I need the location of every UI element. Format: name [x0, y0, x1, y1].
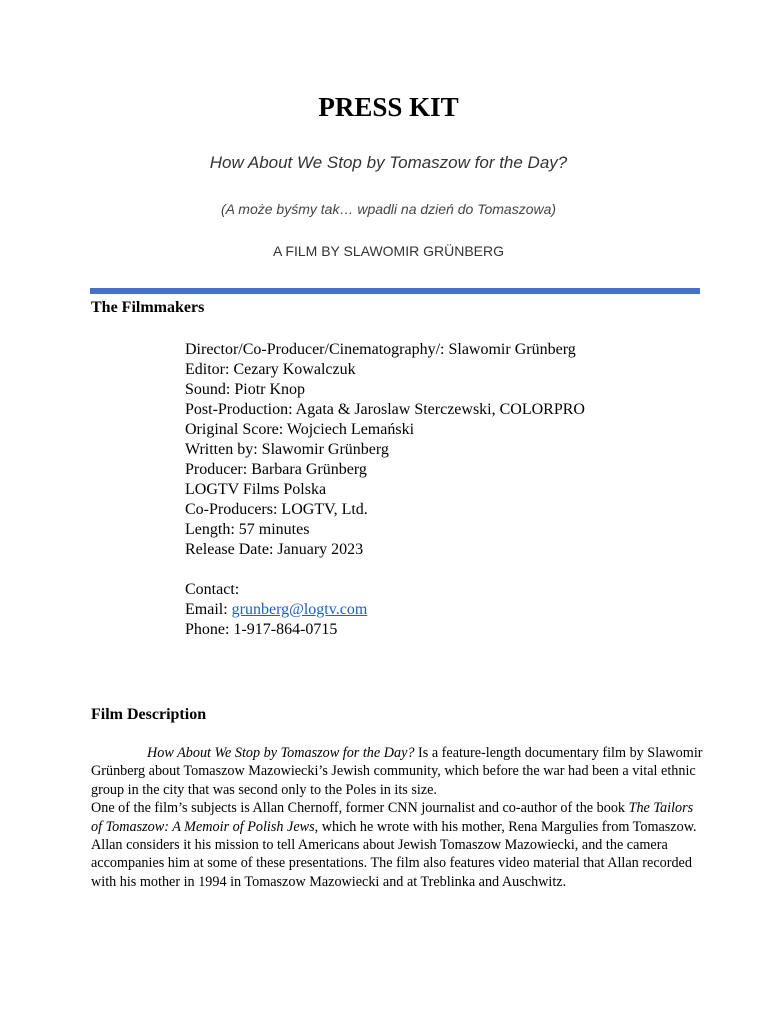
description-paragraph: [91, 799, 703, 891]
credit-line: Producer: Barbara Grünberg: [185, 461, 367, 478]
contact-label: Contact:: [185, 581, 240, 598]
description-paragraph: [91, 744, 703, 799]
email-link[interactable]: grunberg@logtv.com: [231, 601, 368, 618]
page-title: PRESS KIT: [318, 92, 459, 122]
credit-line: Written by: Slawomir Grünberg: [185, 441, 389, 458]
description-heading: Film Description: [91, 706, 207, 723]
credit-line: Editor: Cezary Kowalczuk: [185, 361, 356, 378]
credit-line: Release Date: January 2023: [185, 541, 364, 558]
contact-block: [185, 580, 367, 640]
credit-line: Original Score: Wojciech Lemański: [185, 421, 415, 438]
description-text: Is a feature-length documentary film by Slawomir Grünberg about Tomaszow Mazowiecki’s Jewish community, which before the war had been a vital ethnic group in the city that was second only to the Poles in its size.: [91, 745, 703, 798]
credit-line: Director/Co-Producer/Cinematography/: Slawomir Grünberg: [185, 341, 576, 358]
email-line: [185, 600, 367, 620]
polish-title: (A może byśmy tak… wpadli na dzień do Tomaszowa): [220, 201, 557, 217]
description-text: , which he wrote with his mother, Rena Margulies from Tomaszow. Allan considers it his mission to tell Americans about Jewish Tomaszow Mazowiecki, and the camera accompanies him at some of these presentations. The film also features video material that Allan recorded with his mother in 1994 in Tomaszow Mazowiecki and at Treblinka and Auschwitz.: [91, 818, 697, 890]
filmmakers-heading: The Filmmakers: [91, 299, 205, 316]
credit-line: Length: 57 minutes: [185, 521, 310, 538]
credit-line: Co-Producers: LOGTV, Ltd.: [185, 501, 368, 518]
credit-line: Sound: Piotr Knop: [185, 381, 306, 398]
email-label: Email:: [185, 601, 232, 618]
credits-list: [185, 340, 585, 560]
section-divider: [90, 288, 700, 294]
byline: A FILM BY SLAWOMIR GRÜNBERG: [272, 243, 505, 259]
film-title-inline: How About We Stop by Tomaszow for the Day?: [147, 745, 415, 761]
credit-line: Post-Production: Agata & Jaroslaw Sterczewski, COLORPRO: [185, 401, 585, 418]
credit-line: LOGTV Films Polska: [185, 481, 327, 498]
film-description: [91, 744, 703, 891]
phone-line: Phone: 1-917-864-0715: [185, 621, 338, 638]
film-title: How About We Stop by Tomaszow for the Day?: [209, 153, 568, 172]
description-text: One of the film’s subjects is Allan Chernoff, former CNN journalist and co-author of the book: [91, 800, 629, 817]
book-title: The Tailors of Tomaszow: A Memoir of Polish Jews: [91, 800, 694, 835]
